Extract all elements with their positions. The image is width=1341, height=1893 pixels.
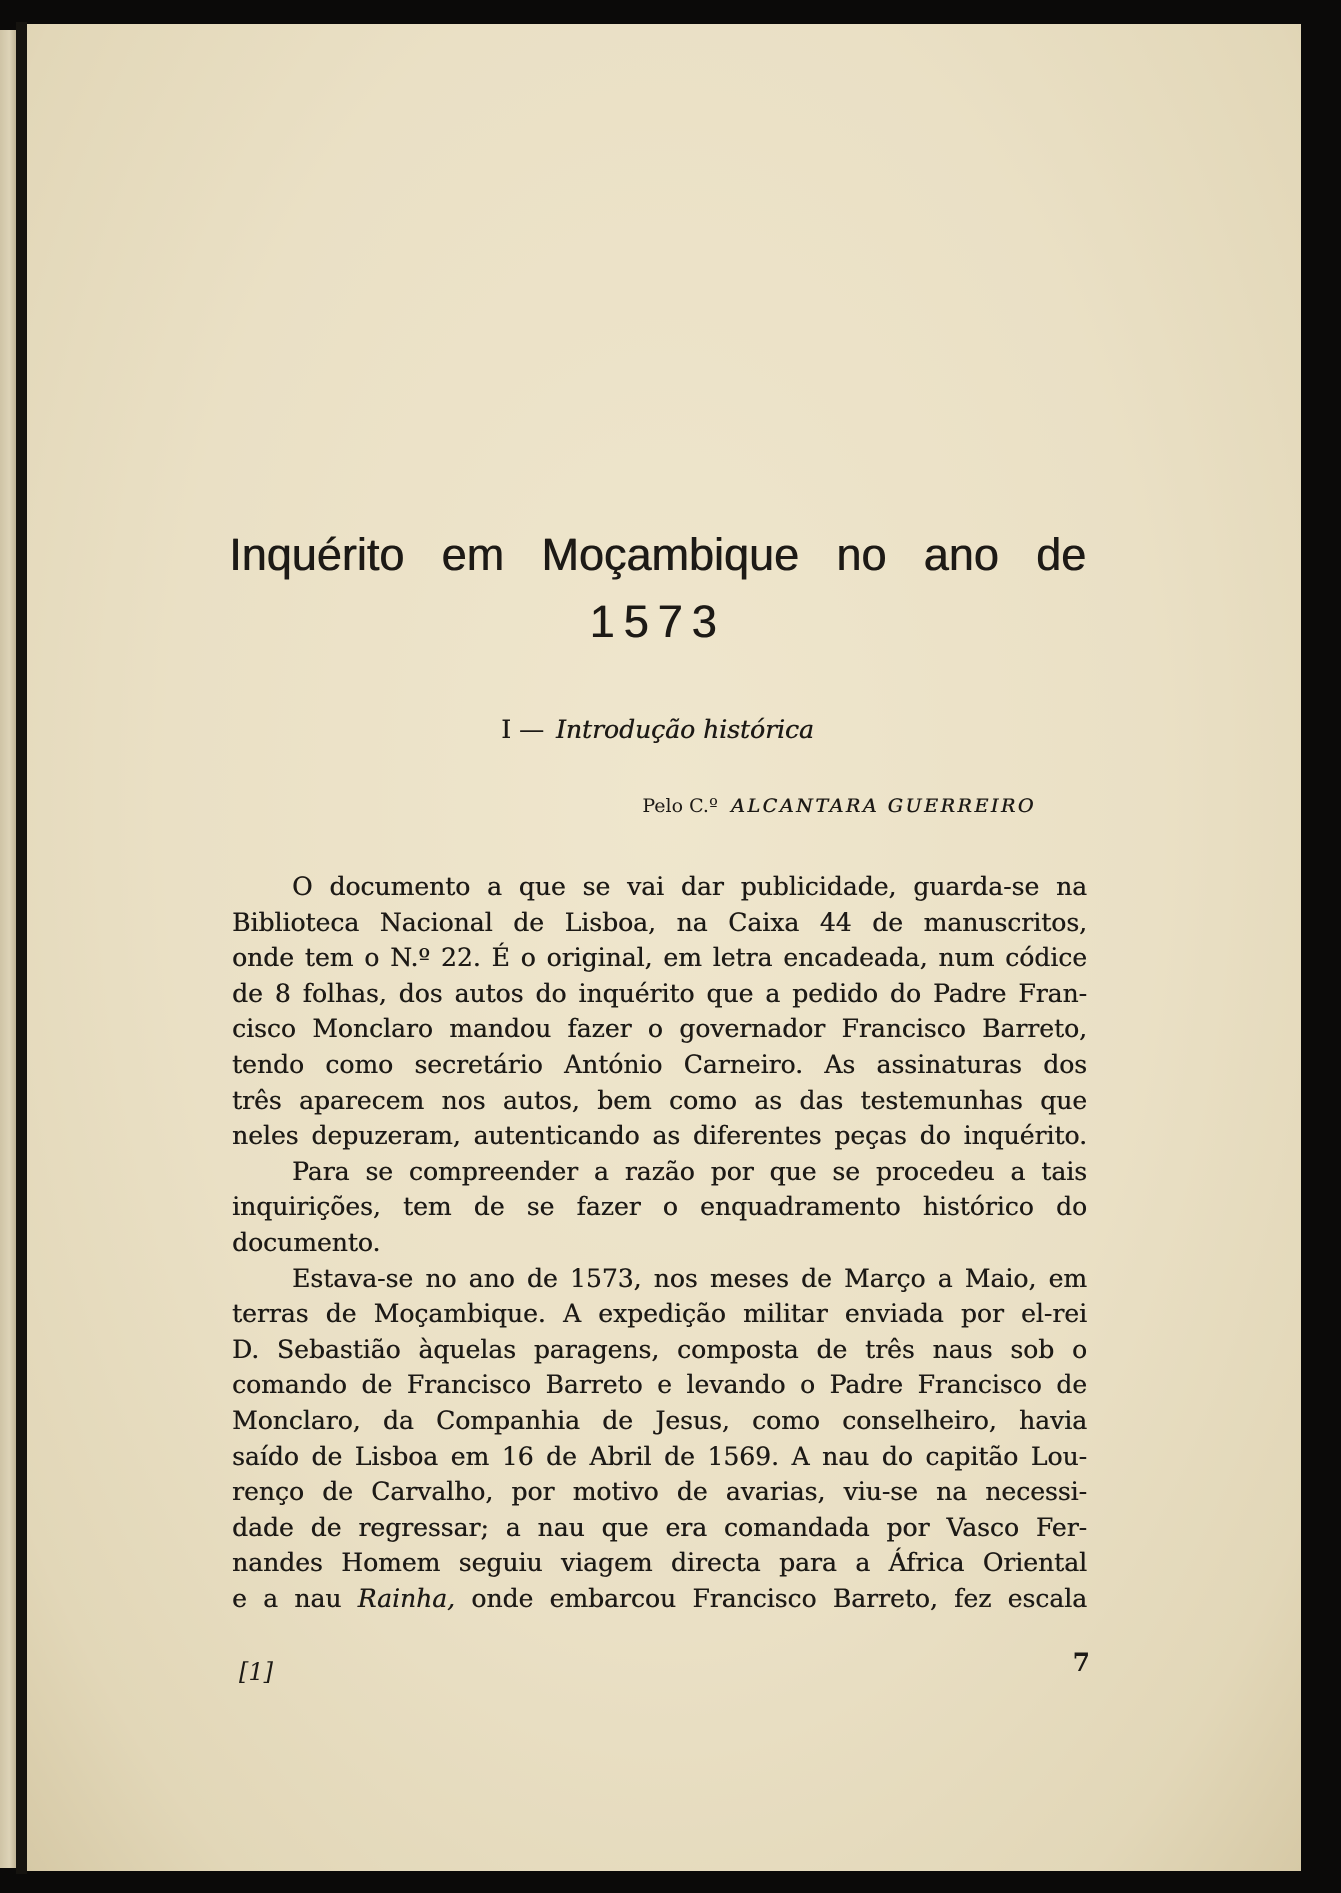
text-line: tendo como secretário António Carneiro. As assinaturas dos xyxy=(232,1049,1087,1079)
text-line: inquirições, tem de se fazer o enquadramento histórico do xyxy=(232,1192,1087,1222)
text-segment: onde embarcou Francisco Barreto, fez escala xyxy=(455,1583,1087,1613)
text-line: Para se compreender a razão por que se procedeu a tais xyxy=(292,1156,1087,1186)
author-name: ALCANTARA GUERREIRO xyxy=(731,795,1036,817)
text-line: neles depuzeram, autenticando as diferentes peças do inquérito. xyxy=(232,1121,1087,1151)
byline xyxy=(229,791,1036,821)
adjacent-page-edge xyxy=(0,30,16,1868)
text-line: renço de Carvalho, por motivo de avarias, viu-se na necessi- xyxy=(232,1477,1087,1507)
text-line: D. Sebastião àquelas paragens, composta de três naus sob o xyxy=(232,1334,1087,1364)
byline-prefix: Pelo C.º xyxy=(642,795,718,817)
page-title: Inquérito em Moçambique no ano de xyxy=(229,529,1086,580)
section-numeral: I — xyxy=(501,715,544,744)
text-line: nandes Homem seguiu viagem directa para a África Oriental xyxy=(232,1548,1087,1578)
section-heading xyxy=(229,712,1086,748)
page-title-year: 1573 xyxy=(589,596,726,647)
text-line: Biblioteca Nacional de Lisboa, na Caixa 44 de manuscritos, xyxy=(232,907,1087,937)
text-line: documento. xyxy=(232,1227,381,1257)
text-line xyxy=(232,1581,1087,1617)
text-line: dade de regressar; a nau que era comandada por Vasco Fer- xyxy=(232,1512,1087,1542)
text-line: Monclaro, da Companhia de Jesus, como conselheiro, havia xyxy=(232,1405,1087,1435)
text-line: Estava-se no ano de 1573, nos meses de Março a Maio, em xyxy=(292,1263,1087,1293)
section-title: Introdução histórica xyxy=(555,715,814,744)
text-line: três aparecem nos autos, bem como as das testemunhas que xyxy=(232,1085,1087,1115)
text-segment: e a nau xyxy=(232,1583,358,1613)
text-line: terras de Moçambique. A expedição militar enviada por el-rei xyxy=(232,1299,1087,1329)
text-line: onde tem o N.º 22. É o original, em letra encadeada, num códice xyxy=(232,943,1087,973)
text-line: de 8 folhas, dos autos do inquérito que a pedido do Padre Fran- xyxy=(232,978,1087,1008)
text-line: O documento a que se vai dar publicidade, guarda-se na xyxy=(292,872,1087,901)
text-line: cisco Monclaro mandou fazer o governador Francisco Barreto, xyxy=(232,1014,1087,1044)
document-page xyxy=(27,24,1301,1871)
body-text xyxy=(232,869,1087,1616)
binding-shadow xyxy=(16,22,27,1874)
signature-mark: [1] xyxy=(239,1658,273,1686)
text-line: saído de Lisboa em 16 de Abril de 1569. A nau do capitão Lou- xyxy=(232,1441,1087,1471)
page-number: 7 xyxy=(1072,1648,1090,1677)
ship-name: Rainha, xyxy=(357,1583,456,1613)
text-line: comando de Francisco Barreto e levando o Padre Francisco de xyxy=(232,1370,1087,1400)
